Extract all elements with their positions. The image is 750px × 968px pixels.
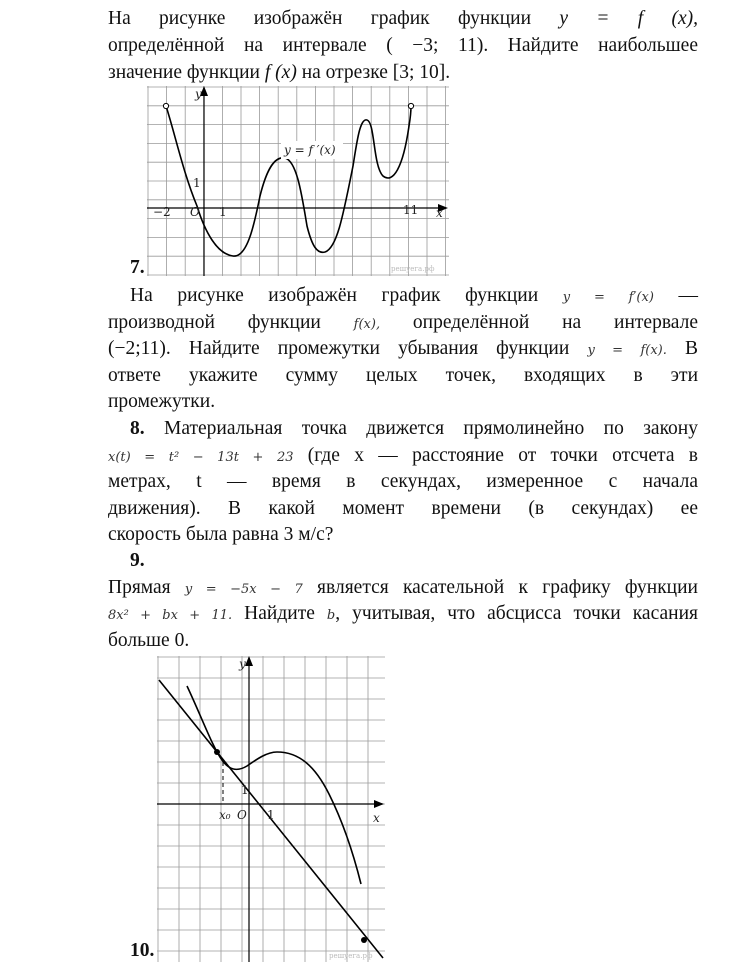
x-axis-label: x (436, 206, 443, 220)
tick-11: 11 (403, 203, 419, 217)
task8-line1: 8. Материальная точка движется прямолинейно по закону (130, 418, 698, 439)
y-arrow-icon (245, 656, 253, 666)
curve-function (187, 686, 361, 884)
task7-number: 7. (130, 257, 145, 278)
task6-line3: значение функции f (x) на отрезке [3; 10]. (108, 62, 451, 83)
x-arrow-icon (374, 800, 384, 808)
task9-line2: 8x² + bx + 11. Найдите b, учитывая, что абсцисса точки касания (108, 603, 698, 624)
task6-line2: определённой на интервале ( −3; 11). Найдите наибольшее (108, 35, 698, 56)
task7-line4: ответе укажите сумму целых точек, входящих в эти (108, 365, 698, 386)
task8-line2: x(t) = t² − 13t + 23 (где x — расстояние от точки отсчета в (108, 445, 698, 466)
task9-line1: Прямая y = −5x − 7 является касательной к графику функции (108, 577, 698, 598)
origin-label: O (237, 808, 247, 822)
graph-derivative (147, 86, 449, 276)
tangent-point-upper (214, 749, 220, 755)
tick-1-y: 1 (241, 783, 249, 797)
tick-neg2: −2 (153, 205, 171, 219)
task7-line2: производной функции f(x), определённой на интервале (108, 312, 699, 333)
open-endpoint-right (408, 103, 413, 108)
x0-label: x₀ (219, 808, 231, 822)
task8-line4: движения). В какой момент времени (в секундах) ее (108, 498, 698, 519)
watermark: решуега.рф (329, 952, 373, 960)
curve-label: y = f ′(x) (284, 143, 336, 157)
tick-1-x: 1 (267, 808, 275, 822)
tick-1-x: 1 (219, 205, 227, 219)
task6-line1: На рисунке изображён график функции y = f (x), (108, 8, 698, 29)
watermark: решуега.рф (391, 265, 435, 273)
task7-line1: На рисунке изображён график функции y = f′(x) — (130, 285, 698, 306)
open-endpoint-left (163, 103, 168, 108)
x-axis-label: x (373, 811, 380, 825)
y-axis-label: y (195, 87, 202, 101)
task8-line5: скорость была равна 3 м/с? (108, 524, 334, 545)
y-axis-label: y (239, 657, 246, 671)
task10-number: 10. (130, 940, 155, 961)
task7-line3: (−2;11). Найдите промежутки убывания функции y = f(x). В (108, 338, 698, 359)
task9-line3: больше 0. (108, 630, 190, 651)
task9-number: 9. (130, 550, 145, 571)
graph-tangent (157, 656, 385, 962)
origin-label: O (190, 205, 200, 219)
task7-line5: промежутки. (108, 391, 216, 412)
task8-line3: метрах, t — время в секундах, измеренное с начала (108, 471, 698, 492)
tick-1-y: 1 (193, 176, 201, 190)
tangent-point-lower (361, 937, 367, 943)
